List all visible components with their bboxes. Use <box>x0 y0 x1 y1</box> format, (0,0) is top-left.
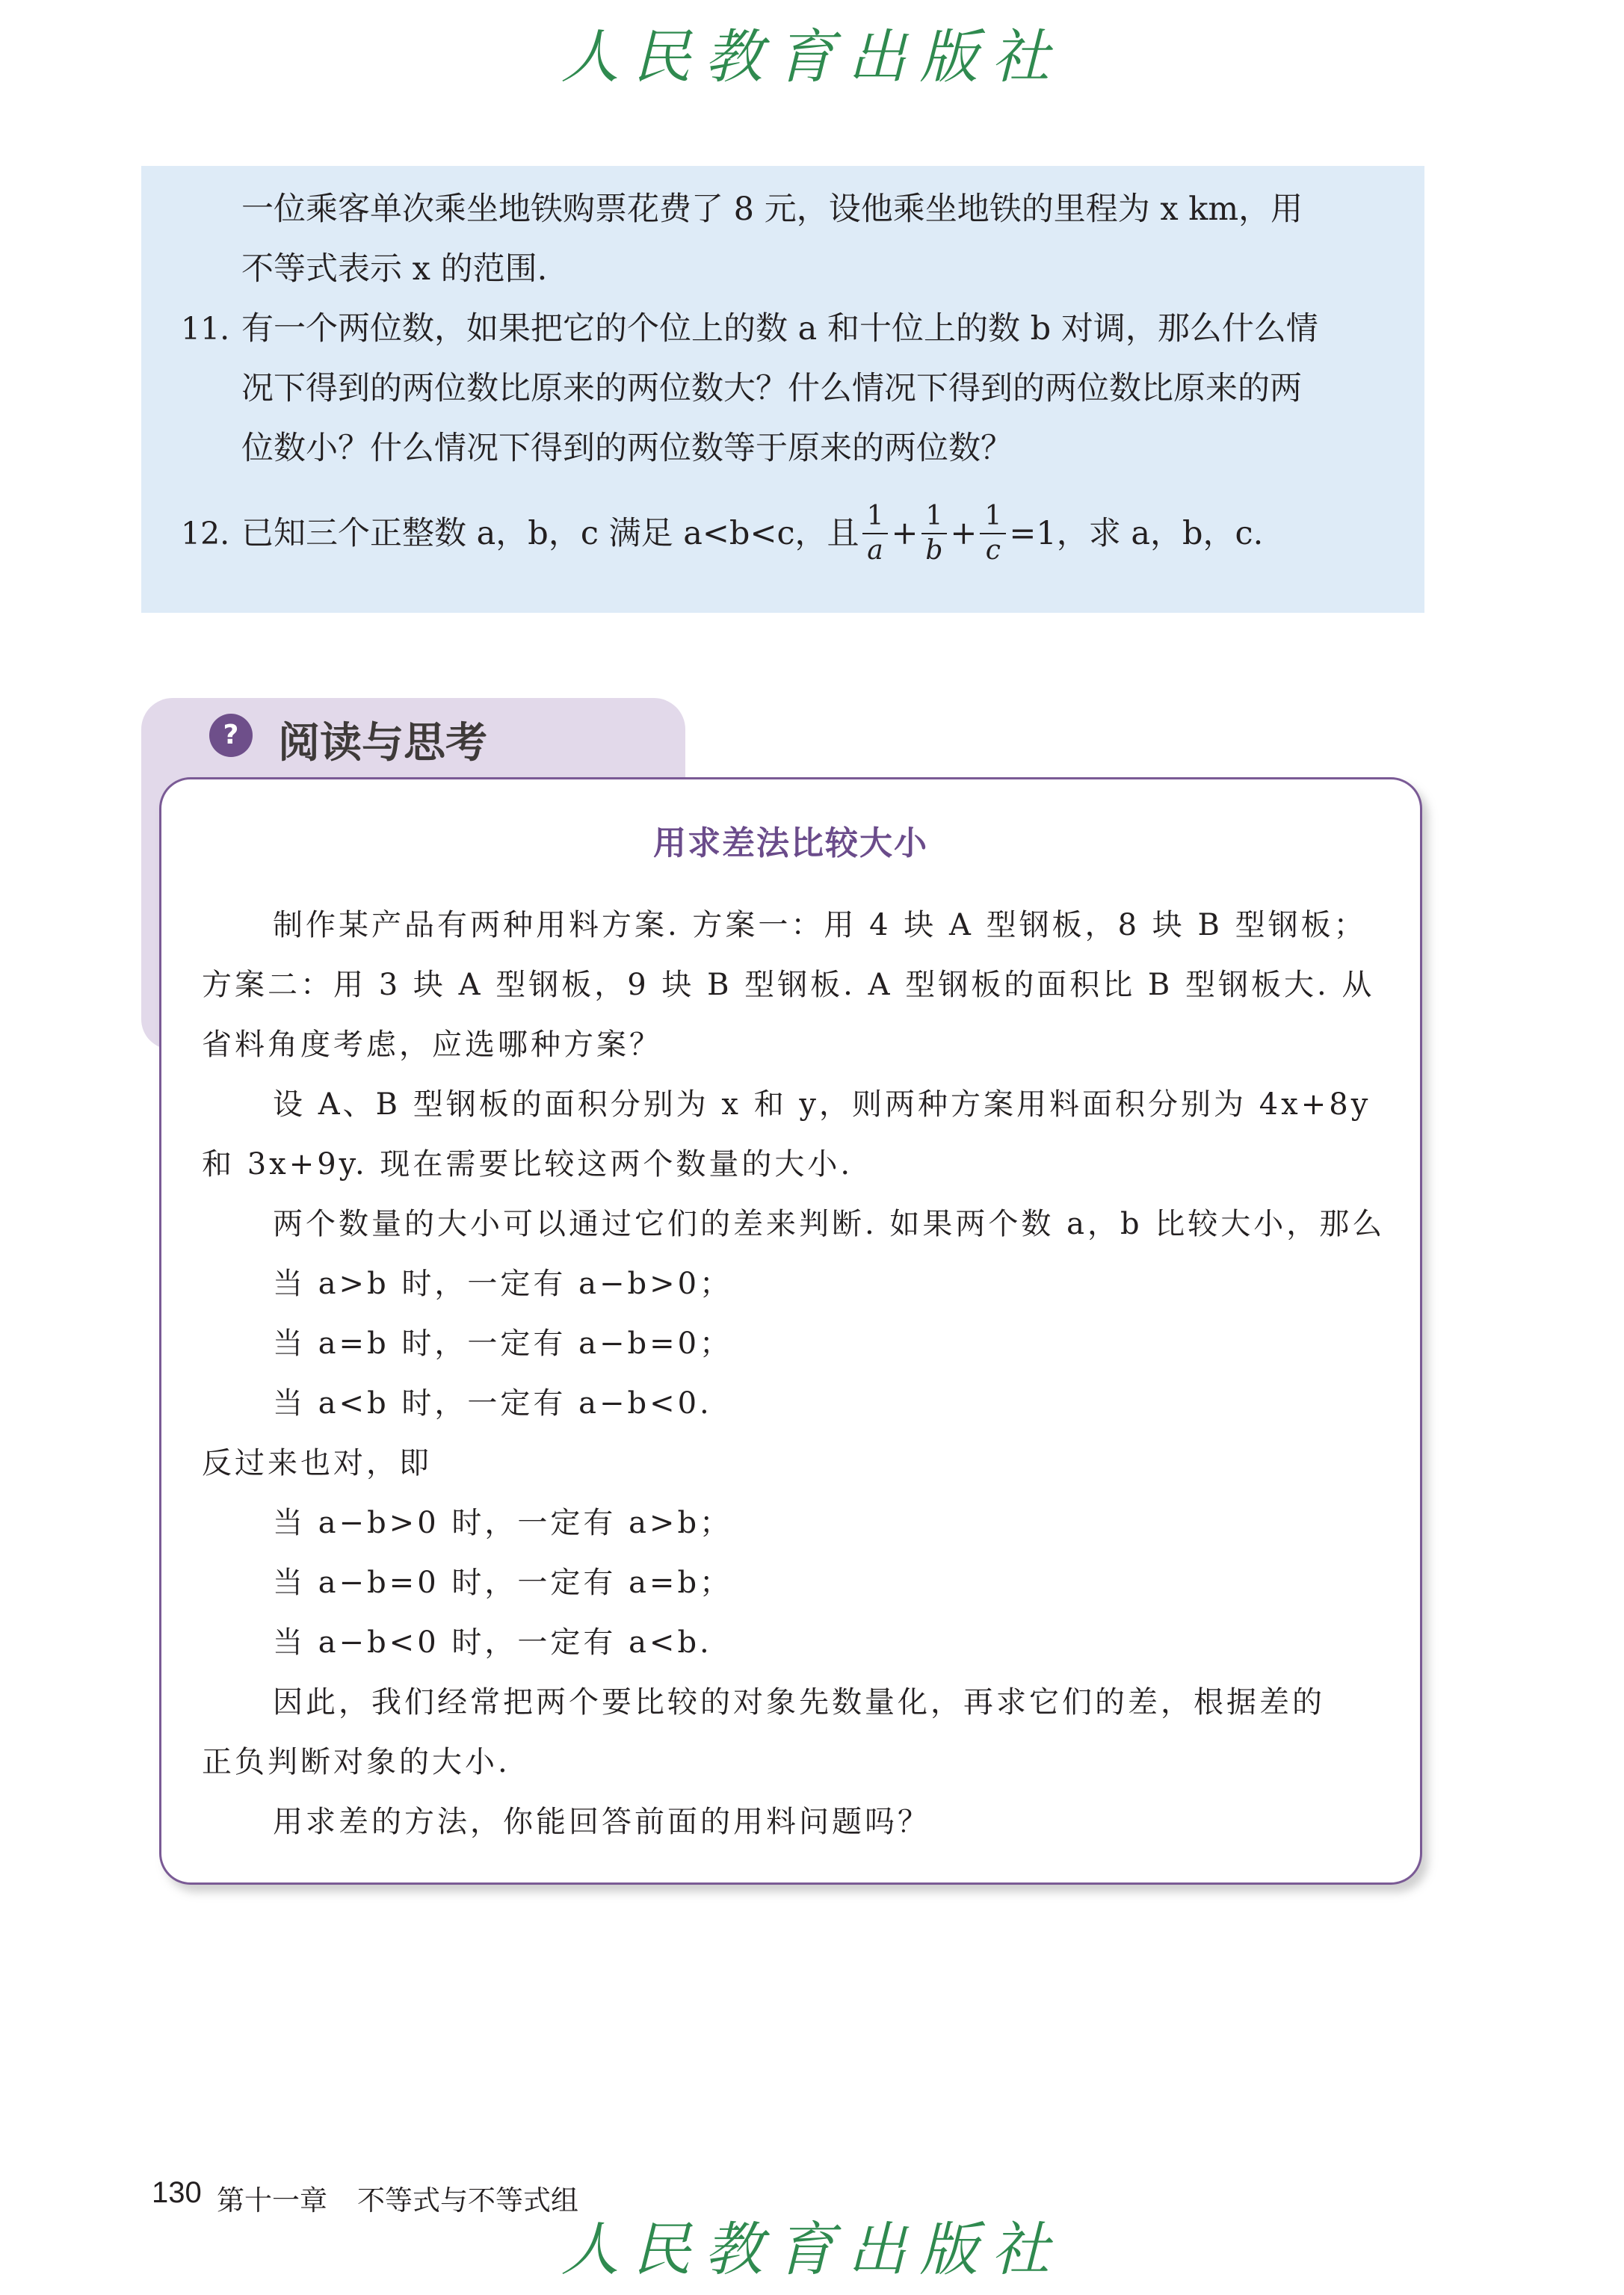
reading-line: 因此，我们经常把两个要比较的对象先数量化，再求它们的差，根据差的 <box>273 1685 1325 1720</box>
reading-section-title: 阅读与思考 <box>278 719 487 767</box>
exercise-12-number: 12. <box>181 516 230 552</box>
exercise-10-line-1: 一位乘客单次乘坐地铁购票花费了 8 元，设他乘坐地铁的里程为 x km，用 <box>241 191 1303 228</box>
exercise-10-line-2: 不等式表示 x 的范围. <box>241 250 548 288</box>
reading-article-title: 用求差法比较大小 <box>653 824 928 862</box>
reading-line: 当 a<b 时，一定有 a−b<0. <box>273 1386 712 1421</box>
reading-line: 省料角度考虑，应选哪种方案？ <box>202 1028 662 1062</box>
reading-line: 当 a−b<0 时，一定有 a<b. <box>273 1625 712 1660</box>
exercise-12-text-before: 已知三个正整数 a，b，c 满足 a<b<c，且 <box>241 515 859 552</box>
fraction-denominator-a: a <box>867 535 883 566</box>
fraction-numerator: 1 <box>862 500 889 534</box>
reading-line: 方案二：用 3 块 A 型钢板，9 块 B 型钢板. A 型钢板的面积比 B 型钢板大. 从 <box>202 968 1375 1002</box>
reading-line: 和 3x+9y. 现在需要比较这两个数量的大小. <box>202 1147 853 1182</box>
publisher-header: 人民教育出版社 <box>561 24 1063 91</box>
plus-sign: + <box>950 515 978 552</box>
publisher-footer: 人民教育出版社 <box>561 2217 1063 2284</box>
reading-line: 当 a>b 时，一定有 a−b>0； <box>273 1267 733 1301</box>
reading-line: 两个数量的大小可以通过它们的差来判断. 如果两个数 a，b 比较大小，那么 <box>273 1207 1386 1241</box>
fraction-denominator-b: b <box>925 535 943 566</box>
fraction-denominator-c: c <box>985 535 1001 566</box>
fraction-one-over-c <box>980 500 1006 567</box>
exercise-11-line-3: 位数小？什么情况下得到的两位数等于原来的两位数？ <box>241 430 1013 467</box>
reading-line: 当 a=b 时，一定有 a−b=0； <box>273 1326 733 1361</box>
chapter-title: 不等式与不等式组 <box>357 2184 578 2217</box>
reading-line: 用求差的方法，你能回答前面的用料问题吗？ <box>273 1805 930 1839</box>
reading-line: 正负判断对象的大小. <box>202 1745 510 1779</box>
fraction-one-over-a <box>862 500 889 567</box>
exercise-11-number: 11. <box>181 311 230 347</box>
fraction-numerator: 1 <box>921 500 948 534</box>
fraction-one-over-b <box>921 500 948 567</box>
question-bubble-icon: ? <box>209 714 253 757</box>
reading-line: 反过来也对，即 <box>202 1446 432 1480</box>
reading-line: 当 a−b=0 时，一定有 a=b； <box>273 1566 733 1600</box>
exercise-11-line-2: 况下得到的两位数比原来的两位数大？什么情况下得到的两位数比原来的两 <box>241 370 1302 407</box>
page-number: 130 <box>152 2176 202 2209</box>
reading-line: 设 A、B 型钢板的面积分别为 x 和 y，则两种方案用料面积分别为 4x+8y <box>273 1087 1371 1122</box>
exercise-12-text-after: =1，求 a，b，c. <box>1009 515 1264 552</box>
exercise-12-equation <box>241 489 1263 578</box>
chapter-label: 第十一章 <box>217 2184 327 2217</box>
reading-line: 制作某产品有两种用料方案. 方案一：用 4 块 A 型钢板，8 块 B 型钢板； <box>273 908 1367 942</box>
reading-line: 当 a−b>0 时，一定有 a>b； <box>273 1506 733 1540</box>
fraction-numerator: 1 <box>980 500 1006 534</box>
exercise-11-line-1: 有一个两位数，如果把它的个位上的数 a 和十位上的数 b 对调，那么什么情 <box>241 310 1318 348</box>
plus-sign: + <box>891 515 918 552</box>
